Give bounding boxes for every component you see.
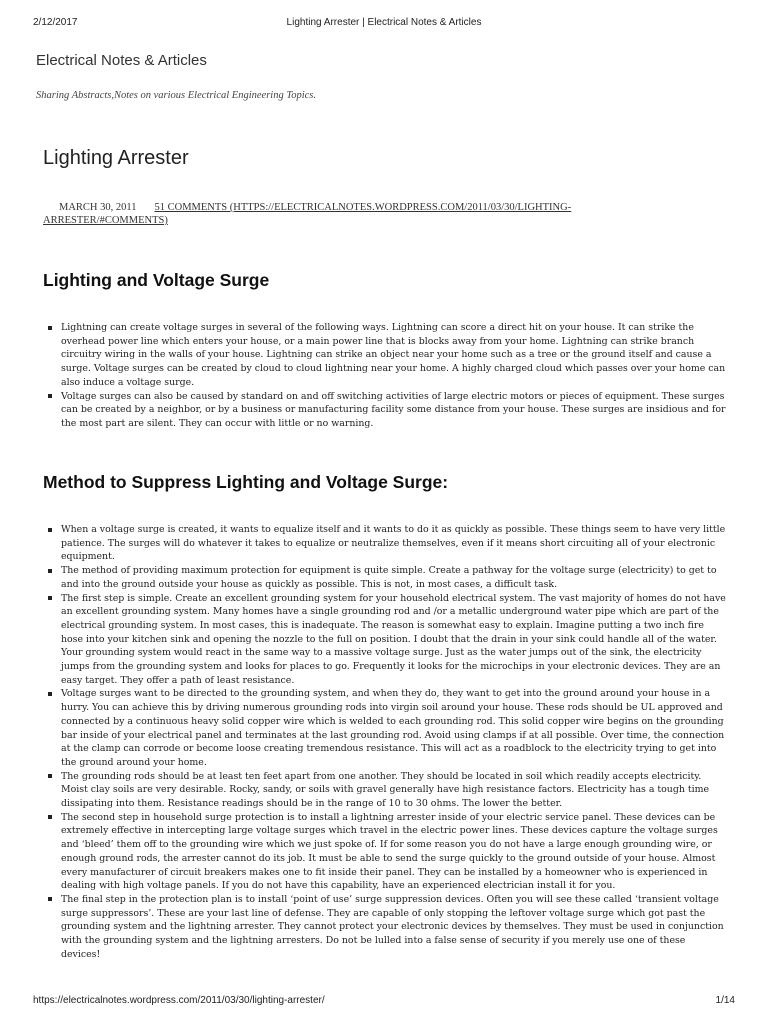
section-heading-method: Method to Suppress Lighting and Voltage Surge: xyxy=(43,472,449,492)
suppression-methods-list xyxy=(43,523,726,962)
print-page-title: Lighting Arrester | Electrical Notes & Articles xyxy=(286,17,482,28)
print-url: https://electricalnotes.wordpress.com/2011/03/30/lighting-arrester/ xyxy=(33,995,325,1006)
list-item: Lightning can create voltage surges in several of the following ways. Lightning can score a direct hit on your house. It can strike the overhead power line which enters your house, or a main power line that is blocks away from your home. Lightning can strike branch circuitry wiring in the walls of your house. Lightning can strike an object near your home such as a tree or the ground itself and cause a surge. Voltage surges can be created by cloud to cloud lightning near your home. A highly charged cloud which passes over your home can also induce a voltage surge. xyxy=(43,321,726,390)
list-item: The method of providing maximum protection for equipment is quite simple. Create a pathway for the voltage surge (electricity) to get to and into the ground outside your house as quickly as possible. This is not, in most cases, a difficult task. xyxy=(43,564,726,591)
list-item: Voltage surges can also be caused by standard on and off switching activities of large electric motors or pieces of equipment. These surges can be created by a neighbor, or by a business or manufacturing facility some distance from your house. These surges are insidious and for the most part are silent. They can occur with little or no warning. xyxy=(43,390,726,431)
page-number: 1/14 xyxy=(715,995,735,1006)
post-meta xyxy=(43,201,683,227)
list-item: The grounding rods should be at least ten feet apart from one another. They should be located in soil which readily accepts electricity. Moist clay soils are very desirable. Rocky, sandy, or soils with gravel generally have high resistance factors. Electricity has a tough time dissipating into them. Resistance readings should be in the range of 10 to 30 ohms. The lower the better. xyxy=(43,770,726,811)
section-heading-surge: Lighting and Voltage Surge xyxy=(43,270,270,290)
list-item: When a voltage surge is created, it wants to equalize itself and it wants to do it as quickly as possible. These things seem to have very little patience. The surges will do whatever it takes to equalize or neutralize themselves, even if it means short circuiting all of your electronic equipment. xyxy=(43,523,726,564)
post-title: Lighting Arrester xyxy=(43,147,189,169)
site-tagline: Sharing Abstracts,Notes on various Electrical Engineering Topics. xyxy=(36,90,316,101)
site-title-link[interactable]: Electrical Notes & Articles xyxy=(36,52,207,69)
list-item: The final step in the protection plan is to install ‘point of use’ surge suppression devices. Often you will see these called ‘transient voltage surge suppressors’. These are your last line of defense. They are capable of only stopping the leftover voltage surge which got past the grounding system and the lightning arrester. They cannot protect your electronic devices by themselves. They must be used in conjunction with the grounding system and the lightning arresters. Do not be lulled into a false sense of security if you merely use one of these devices! xyxy=(43,893,726,962)
comments-link[interactable]: 51 COMMENTS (HTTPS://ELECTRICALNOTES.WORDPRESS.COM/2011/03/30/LIGHTING-ARRESTER/#COMMENTS) xyxy=(43,202,572,226)
surge-causes-list xyxy=(43,321,726,431)
list-item: The second step in household surge protection is to install a lightning arrester inside of your electric service panel. These devices can be extremely effective in intercepting large voltage surges which travel in the electric power lines. These devices capture the voltage surges and ‘bleed’ them off to the grounding wire which we just spoke of. If for some reason you do not have a large enough grounding wire, or enough ground rods, the arrester cannot do its job. It must be able to send the surge quickly to the ground outside of your house. Almost every manufacturer of circuit breakers makes one to fit inside their panel. They can be installed by a homeowner who is experienced in dealing with high voltage panels. If you do not have this capability, have an experienced electrician install it for you. xyxy=(43,811,726,893)
print-date: 2/12/2017 xyxy=(33,17,78,28)
list-item: Voltage surges want to be directed to the grounding system, and when they do, they want to get into the ground around your house in a hurry. You can achieve this by driving numerous grounding rods into virgin soil around your house. These rods should be UL approved and connected by a continuous heavy solid copper wire which is welded to each grounding rod. This solid copper wire begins on the grounding bar inside of your electrical panel and terminates at the last grounding rod. Avoid using clamps if at all possible. Over time, the connection at the clamp can corrode or become loose creating tremendous resistance. This will act as a roadblock to the electricity trying to get into the ground around your home. xyxy=(43,687,726,769)
post-date: MARCH 30, 2011 xyxy=(59,202,137,213)
list-item: The first step is simple. Create an excellent grounding system for your household electrical system. The vast majority of homes do not have an excellent grounding system. Many homes have a single grounding rod and /or a metallic underground water pipe which are part of the electrical grounding system. In most cases, this is inadequate. The reason is somewhat easy to explain. Imagine putting a two inch fire hose into your kitchen sink and opening the nozzle to the full on position. I doubt that the drain in your sink could handle all of the water. Your grounding system would react in the same way to a massive voltage surge. Just as the water jumps out of the sink, the electricity jumps from the grounding system and looks for places to go. Frequently it looks for the microchips in your electronic devices. They are an easy target. They offer a path of least resistance. xyxy=(43,592,726,688)
